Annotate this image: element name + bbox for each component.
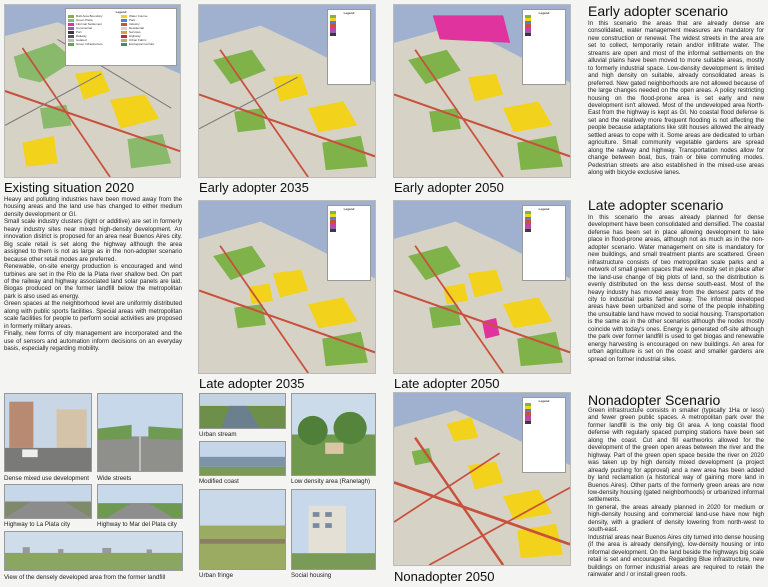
nonadopter-paragraph: Industrial areas near Buenos Aires city turned into dense housing (if the area is already densifying), low-density housing or into informal development. On the land beside the highways big scale retail is set and encouraged. Regarding Blue infrastructure, new buildings on former industrial areas are required to retain the rainwater and / or install green roofs.: [588, 533, 764, 578]
legend-existing: [65, 8, 177, 66]
map-late-2050: [393, 200, 571, 374]
caption-late-2035: Late adopter 2035: [199, 376, 305, 391]
map-existing-2020: [4, 4, 181, 178]
existing-paragraph: Finally, new forms of city management are incorporated and the use of sensors and automation inform decisions on an everyday basis, especially regarding mobility.: [4, 330, 182, 353]
early-scenario-text: In this scenario the areas that are already dense are consolidated, water management measures are mandatory for new construction or renewal. The widest streets in the area are set to collect, temporarily retain and/or infiltrate water. The streams are open and most of the informal settlements on the alluvial plains have been moved to more suitable areas, mostly to formerly industrial space. Low-density development is limited and high density on suitable, already consolidated areas is preferred. New gated neighborhoods are not allowed because of the large changes needed on the open areas. A policy restricting housing on the flood-prone area is set early and new development isn't allowed. Most of the undeveloped area North-East from the highway is kept as GI. No coastal flood defense is set and the relatively more frequent flooding is not affecting the people because adaptations like stilt houses allowed the already settled areas to cope with it. Some areas are dedicated to urban agriculture. Small community vegetable gardens are spread along the railway and highway. Transportation nodes allow for change between boat, bus, train or bike commuting modes. Pedestrian streets are also established in the mixed-use areas along with bicycle exclusive lanes.: [588, 20, 764, 177]
photo-caption: Urban stream: [199, 431, 237, 438]
legend-item: Ecological Corridor: [121, 42, 174, 46]
photo-caption: Low density area (Ranelagh): [291, 478, 371, 485]
late-scenario-text: In this scenario the areas already planned for dense development have been consolidated and densified. The coastal defense has been set in place allowing development to take place in flood-prone areas, although not as much as in the non-adopter scenario. Water management on site is mandatory for new buildings, and small treatment plants are scattered. Green infrastructure consists of two metropolitan scale parks and a network of small green spaces that were mostly set in place after the land-use change of big plots of land, so the distribution is evenly distributed on the less dense south-east. Most of the heavy industry has moved away from the densest parts of the city to industrial parks farther away. The informal developed areas have been urbanized and some of the people inhabiting the unsuitable land have moved to social housing. Transportation is the same as in the other scenarios although the nodes mostly coincide with today's ones. Energy is generated off-site although the park over former landfill is used to get biogas and renewable energy harvesting is encouraged on new buildings. An area for urban agriculture is set on the coast and smaller gardens are spread on former industrial sites.: [588, 214, 764, 363]
photo-caption: Highway to La Plata city: [4, 521, 71, 528]
photo-wide-streets: [97, 393, 183, 472]
photo-urban-stream-image: [200, 394, 285, 428]
legend-item: Port: [68, 30, 121, 34]
nonadopter-scenario-text: [588, 407, 764, 578]
photo-dense-mixed-use-image: [5, 394, 91, 471]
existing-description: [4, 196, 182, 353]
photo-social-housing: [291, 489, 376, 570]
map-late-2035: [198, 200, 376, 374]
photo-caption: Dense mixed use development: [4, 475, 89, 482]
caption-existing: Existing situation 2020: [4, 180, 135, 195]
caption-nonadopter-2050: Nonadopter 2050: [394, 569, 495, 584]
legend-item: Water Course: [121, 14, 174, 18]
photo-modified-coast: [199, 441, 286, 476]
nonadopter-paragraph: Green infrastructure consists in smaller (typically 1Ha or less) and fewer green public spaces. A metropolitan park over the former landfill is the only big GI area. A long coastal flood defense with regularly spaced pumping stations have been set along the coast. Cut and fill earthworks allowed for the development of the green open areas between the river and the highway. Part of the green open space beside the river on 2020 was taken up by high density mixed development (a project already pushing for approval) and a new area has been added by land reclamation (a historical way of gaining more land in Buenos Aires). Other parts of the formerly green areas are now low-density housing (gated neighborhoods) or urbanized informal settlements.: [588, 407, 764, 504]
legend-swatch: [525, 229, 563, 232]
photo-wide-streets-image: [98, 394, 182, 471]
photo-highway-la-plata-image: [5, 485, 91, 518]
photo-highway-mar-del-plata: [97, 484, 183, 519]
existing-paragraph: Renewable, on-site energy production is encouraged and wind turbines are set in the Río de la Plata river shallow bed. On part of the railway and highway associated land solar panels are laid. Biogas produced on the former landfill below the metropolitan park is also used as energy.: [4, 263, 182, 300]
photo-landfill-view: [4, 531, 183, 571]
existing-paragraph: Heavy and polluting industries have been moved away from the housing areas and the land use has changed to either medium density development or GI.: [4, 196, 182, 218]
photo-caption: Social housing: [291, 572, 332, 579]
legend-title: Legend: [538, 11, 550, 15]
legend-title: Legend: [538, 207, 550, 211]
legend-late-2050: [522, 205, 566, 281]
legend-early-2035: [327, 9, 371, 85]
legend-swatch: [330, 229, 368, 232]
legend-item: Park: [121, 18, 174, 22]
legend-item: Industry: [121, 22, 174, 26]
photo-highway-la-plata: [4, 484, 92, 519]
legend-swatch: [330, 33, 368, 36]
legend-item: Commercial: [68, 26, 121, 30]
photo-caption: View of the densely developed area from the former landfill: [4, 574, 166, 581]
legend-late-2035: [327, 205, 371, 281]
legend-item: Informal Settlement: [68, 22, 121, 26]
nonadopter-scenario-title: Nonadopter Scenario: [588, 392, 721, 408]
photo-caption: Wide streets: [97, 475, 132, 482]
legend-item: Green Infrastructure: [68, 42, 121, 46]
map-early-2035: [198, 4, 376, 178]
legend-title: Legend: [115, 10, 127, 14]
existing-paragraph: Green spaces at the neighborhood level are uniformly distributed along with public sports facilities. Special areas with metropolitan scale facilities for people to perform social activities are proposed in formerly military areas.: [4, 300, 182, 330]
legend-item: Railway: [68, 34, 121, 38]
caption-early-2050: Early adopter 2050: [394, 180, 504, 195]
photo-caption: Urban fringe: [199, 572, 234, 579]
legend-title: Legend: [343, 207, 355, 211]
existing-paragraph: Small scale industry clusters (light or additive) are set in formerly heavy industry sites near mixed high-density development. An innovation district is proposed for an area near Buenos Aires city. Big scale retail is set along the highway although the area assigned to them is not as large as in the non-adopter scenario because other retail modes are preferred.: [4, 218, 182, 263]
photo-urban-fringe: [199, 489, 286, 570]
legend-item: Built Area Boundary: [68, 14, 121, 18]
legend-swatch: [525, 33, 563, 36]
caption-late-2050: Late adopter 2050: [394, 376, 500, 391]
photo-caption: Modified coast: [199, 478, 239, 485]
map-early-2050: [393, 4, 571, 178]
caption-early-2035: Early adopter 2035: [199, 180, 309, 195]
photo-social-housing-image: [292, 490, 375, 569]
late-scenario-title: Late adopter scenario: [588, 197, 724, 213]
legend-item: Urban Fabric: [121, 38, 174, 42]
map-nonadopter-2050: [393, 392, 571, 566]
legend-item: Isolated: [68, 38, 121, 42]
photo-landfill-view-image: [5, 532, 182, 570]
photo-dense-mixed-use: [4, 393, 92, 472]
photo-highway-mar-del-plata-image: [98, 485, 182, 518]
photo-urban-fringe-image: [200, 490, 285, 569]
photo-caption: Highway to Mar del Plata city: [97, 521, 177, 528]
legend-swatch: [525, 421, 563, 424]
legend-item: Residential: [121, 26, 174, 30]
photo-low-density-image: [292, 394, 375, 475]
legend-item: Green Plaza: [68, 18, 121, 22]
legend-title: Legend: [343, 11, 355, 15]
nonadopter-paragraph: In general, the areas already planned in 2020 for medium or high-density housing and commercial land-use have now high density, with a gradient of density lowering from north-west to south-east.: [588, 503, 764, 534]
early-scenario-title: Early adopter scenario: [588, 3, 729, 19]
legend-item: Highway: [121, 34, 174, 38]
legend-nonadopter-2050: [522, 397, 566, 473]
legend-item: Services: [121, 30, 174, 34]
photo-modified-coast-image: [200, 442, 285, 475]
legend-early-2050: [522, 9, 566, 85]
photo-urban-stream: [199, 393, 286, 429]
legend-title: Legend: [538, 399, 550, 403]
photo-low-density-ranelagh: [291, 393, 376, 476]
